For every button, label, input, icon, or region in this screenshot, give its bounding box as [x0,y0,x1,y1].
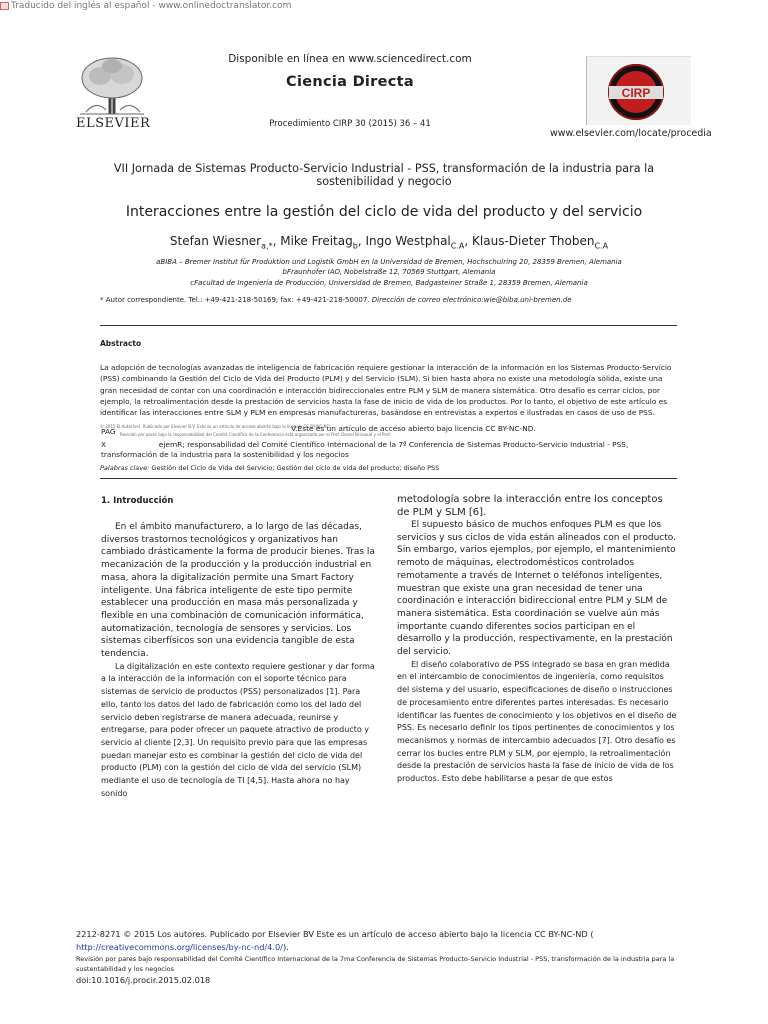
author-name: Ingo Westphal [365,234,451,248]
footer-link-tail: ). [282,942,289,952]
copyright-tiny: © 2015 El Autor(es). Publicado por Elsevier B.V. Este es un artículo de acceso abierto bajo la licencia CC BY-NC-ND. [100,424,331,429]
proceedings-citation: Procedimiento CIRP 30 (2015) 36 – 41 [269,119,431,129]
license-line: V.Este es un artículo de acceso abierto bajo licencia CC BY-NC-ND. [291,424,536,433]
keywords-line [100,464,439,472]
author-affiliation-mark: a,* [261,241,273,251]
footer-license-text: 2212-8271 © 2015 Los autores. Publicado por Elsevier BV Este es un artículo de acceso abierto bajo la licencia CC BY-NC-ND ( [76,929,594,939]
license-link[interactable]: http://creativecommons.org/licenses/by-nc-nd/4.0/ [76,942,283,952]
left-column [101,521,377,800]
translate-bar[interactable] [0,0,291,11]
availability-line: Disponible en línea en www.sciencedirect.com [228,53,472,65]
affiliation-c: cFacultad de Ingeniería de Producción, Universidad de Bremen, Badgasteiner Straße 1, 28359 Bremen, Alemania [190,279,588,287]
author-affiliation-mark: C.A [450,241,465,251]
affiliation-b: bFraunhofer IAO, Nobelstraße 12, 70569 Stuttgart, Alemania [282,268,496,276]
publisher-logo-text: ELSEVIER [76,116,151,131]
translate-text[interactable]: Traducido del inglés al español - www.onlinedoctranslator.com [11,0,292,11]
top-rule [100,325,677,326]
right-column-heading: metodología sobre la interacción entre los conceptos de PLM y SLM [6]. [397,494,663,518]
right-column [397,494,677,786]
bottom-rule [100,478,677,479]
author-affiliation-mark: C.A [594,241,609,251]
x-marker: X [101,440,107,449]
corresponding-email[interactable]: Dirección de correo electrónico:wie@biba.uni-bremen.de [371,296,572,304]
locate-url[interactable]: www.elsevier.com/locate/procedia [550,128,712,139]
corresponding-author [100,296,572,304]
footer [76,928,676,987]
author-name: Stefan Wiesner [169,234,262,248]
footer-review: Revisión por pares bajo responsabilidad del Comité Científico Internacional de la 7ma Conferencia de Sistemas Producto-Servicio Industrial - PSS, transformación de la industria para la sustentabilidad y los negocios [76,955,675,973]
paper-title: Interacciones entre la gestión del ciclo de vida del producto y del servicio [125,204,643,220]
intro-paragraph-3: El supuesto básico de muchos enfoques PLM es que los servicios y sus ciclos de vida están alineados con el producto. Sin embargo, varios ejemplos, por ejemplo, el mantenimiento remoto de máquinas, electrodomésticos controlados remotamente a través de Internet o teléfonos inteligentes, muestran que existe una gran necesidad de tener una coordinación e interacción bidireccional entre PLM y SLM de manera sistemática. Esta coordinación se vuelve aún más importante cuando diferentes socios participan en el desarrollo y la producción, respectivamente, en la prestación del servicio. [397,520,676,658]
elsevier-tree-logo [76,54,148,116]
footer-doi[interactable]: doi:10.1016/j.procir.2015.02.018 [76,975,211,985]
peer-review-tiny: Revisión por pares bajo la responsabilidad del Comité Científico de la Conferencia está organizada por el Prof. Daniel Brissaud y el Prof. [120,432,391,437]
intro-heading: 1. Introducción [101,496,174,506]
author-affiliation-mark: b [352,241,358,251]
abstract-heading: Abstracto [100,339,142,348]
intro-paragraph-2: La digitalización en este contexto requiere gestionar y dar forma a la interacción de la información con el soporte técnico para sistemas de servicio de productos (PSS) personalizados [1]. Para ello, tanto los datos del lado de fabricación como los del lado del servicio deben registrarse de manera adecuada, reunirse y entregarse, para poder ofrecer un paquete atractivo de producto y servicio al cliente [2,3]. Un requisito previo para que las empresas puedan manejar esto es combinar la gestión del ciclo de vida del producto (PLM) con la gestión del ciclo de vida del servicio (SLM) mediante el uso de tecnología de TI [4,5]. Hasta ahora no hay sonido [101,661,375,798]
affiliation-a: aBIBA – Bremer Institut für Produktion und Logistik GmbH en la Universidad de Bremen, Hochschulring 20, 28359 Bremen, Alemania [156,258,622,266]
review-statement [101,440,678,460]
author-list: Stefan Wiesner$_{a,*}$, Mike Freitag$_b$, Ingo Westphal$_{C.A}$, Klaus-Dieter Thoben$_{C.A}$ [169,234,609,251]
corresponding-contact: * Autor correspondiente. Tel.: +49-421-218-50169; fax: +49-421-218-50007. [100,296,370,304]
pag-marker: PAG [101,427,116,436]
cirp-logo-text: CIRP [621,86,651,100]
keywords: Gestión del Ciclo de Vida del Servicio; Gestión del ciclo de vida del producto; diseño PSS [151,464,440,472]
abstract-text: La adopción de tecnologías avanzadas de inteligencia de fabricación requiere gestionar la interacción de la información en los Sistemas Producto-Servicio (PSS) combinando la Gestión del Ciclo de Vida del Producto (PLM) y del Servicio (SLM). Si bien hasta ahora no existe una metodología sólida, existe una gran necesidad de contar con una coordinación e interacción bidireccionales entre PLM y SLM de manera sistemática. Otro desafío es cerrar ciclos, por ejemplo, la retroalimentación desde la prestación de servicios hasta la fase de inicio de vida de los productos. Por lo tanto, el objetivo de este artículo es identificar las interacciones entre SLM y PLM en empresas manufactureras, basándose en entrevistas a expertos e ilustradas en casos de uso de PSS. [100,363,672,418]
intro-paragraph-4: El diseño colaborativo de PSS integrado se basa en gran medida en el intercambio de conocimientos de ingeniería, como requisitos del sistema y del usuario, especificaciones de diseño o instrucciones de procesamiento entre diferentes partes interesadas. Es necesario identificar las fuentes de conocimiento y los objetivos en el diseño de PSS. Es necesario definir los tipos pertinentes de conocimientos y los mecanismos y normas de intercambio adecuados [7]. Otro desafío es cerrar los bucles entre PLM y SLM, por ejemplo, la retroalimentación desde la prestación de servicios hasta la fase de inicio de vida de los productos. Esto debe habilitarse a pesar de que estos [397,659,677,784]
keywords-label: Palabras clave: [100,464,150,472]
intro-paragraph-1: En el ámbito manufacturero, a lo largo de las décadas, diversos trastornos tecnológicos y organizativos han cambiado drásticamente la forma de producir bienes. Tras la mecanización de la producción y la producción industrial en masa, ahora la digitalización permite una Smart Factory inteligente. Una fábrica inteligente de este tipo permite establecer una producción en masa más personalizada y flexible en una combinación de comunicación informática, automatización, tecnología de sensores y servicios. Los sistemas ciberfísicos son una evidencia tangible de esta tendencia. [101,522,375,660]
journal-title: Ciencia Directa [286,74,414,90]
author-name: Klaus-Dieter Thoben [472,234,595,248]
translate-icon [0,2,9,10]
conference-line: VII Jornada de Sistemas Producto-Servicio Industrial - PSS, transformación de la industria para la sostenibilidad y negocio [113,162,655,188]
review-text: ejemR; responsabilidad del Comité Científico Internacional de la 7ª Conferencia de Sistemas Producto-Servicio Industrial - PSS, transformación de la industria para la sostenibilidad y los negocios [101,440,629,459]
footer-license [76,928,676,954]
author-name: Mike Freitag [280,234,353,248]
cirp-logo [604,62,668,122]
